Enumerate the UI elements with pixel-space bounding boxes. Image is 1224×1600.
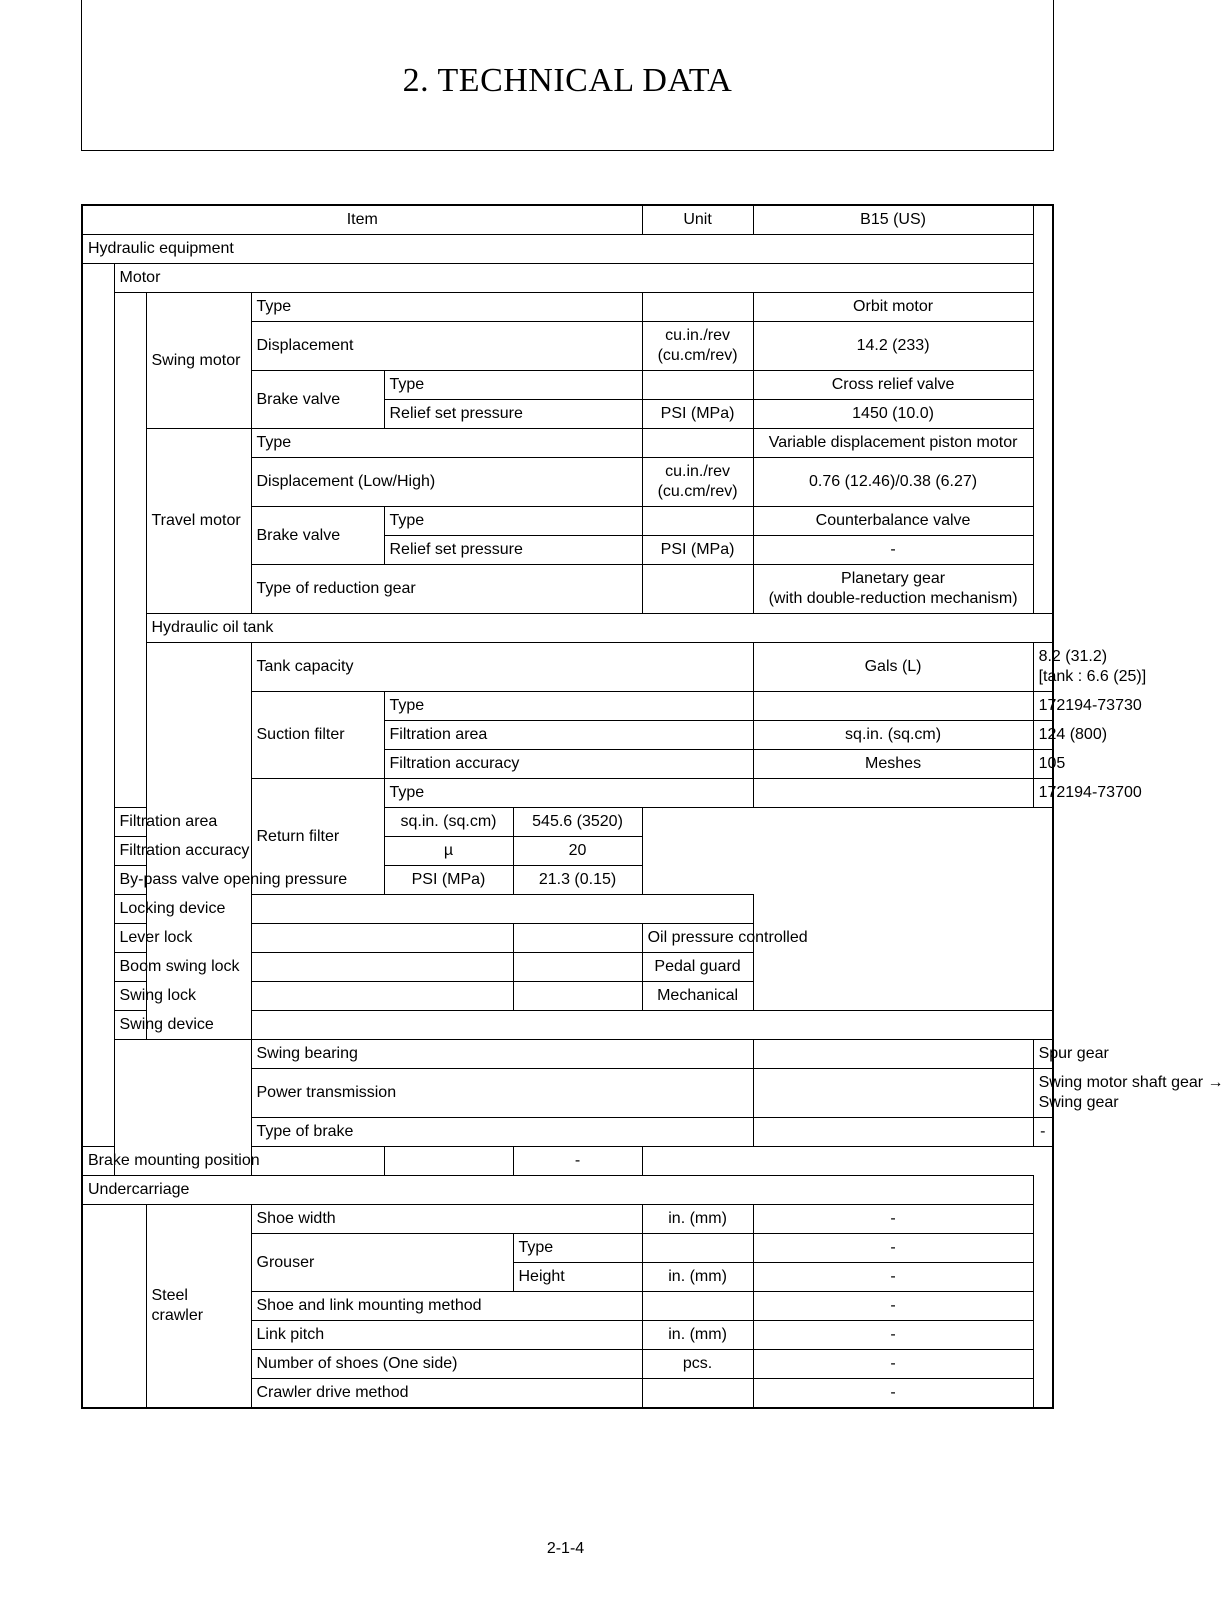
row-unit — [753, 1069, 1033, 1118]
section-hydraulic-equipment: Hydraulic equipment — [82, 235, 1033, 264]
row-label: Link pitch — [251, 1321, 642, 1350]
row-unit: PSI (MPa) — [642, 536, 753, 565]
row-label: Relief set pressure — [384, 536, 642, 565]
row-label: Type — [251, 293, 642, 322]
row-value: 21.3 (0.15) — [513, 866, 642, 895]
row-value: 0.76 (12.46)/0.38 (6.27) — [753, 458, 1033, 507]
subsection-oil-tank: Hydraulic oil tank — [146, 614, 1053, 643]
row-value: - — [753, 1292, 1033, 1321]
page-number: 2-1-4 — [546, 1540, 585, 1557]
table-row — [82, 953, 1053, 982]
row-label: Type of brake — [251, 1118, 753, 1147]
row-value: Pedal guard — [642, 953, 753, 982]
row-label: Relief set pressure — [384, 400, 642, 429]
row-label: Crawler drive method — [251, 1379, 642, 1409]
subsection-locking-device: Locking device — [114, 895, 753, 924]
row-label: Filtration area — [384, 721, 753, 750]
row-value: Variable displacement piston motor — [753, 429, 1033, 458]
row-label: Swing lock — [114, 982, 513, 1011]
table-row — [82, 982, 1053, 1011]
row-label: Filtration accuracy — [384, 750, 753, 779]
row-unit: in. (mm) — [642, 1205, 753, 1234]
row-value: 20 — [513, 837, 642, 866]
row-label: Shoe width — [251, 1205, 642, 1234]
header-model: B15 (US) — [753, 205, 1033, 235]
table-row — [82, 808, 1053, 837]
row-label: Type — [384, 692, 753, 721]
row-label: Type — [384, 507, 642, 536]
subsection-row — [82, 895, 1053, 924]
table-row — [82, 1040, 1053, 1069]
row-unit: sq.in. (sq.cm) — [753, 721, 1033, 750]
row-value: Mechanical — [642, 982, 753, 1011]
row-value: Counterbalance valve — [753, 507, 1033, 536]
row-value: 14.2 (233) — [753, 322, 1033, 371]
row-unit — [642, 293, 753, 322]
row-label: Lever lock — [114, 924, 513, 953]
group-brake-valve: Brake valve — [251, 507, 384, 565]
unit-line-2: (cu.cm/rev) — [657, 347, 738, 364]
row-unit — [384, 1147, 513, 1176]
table-row — [82, 1147, 1053, 1176]
row-unit: in. (mm) — [642, 1263, 753, 1292]
row-value — [753, 565, 1033, 614]
unit-line-2: (cu.cm/rev) — [657, 483, 738, 500]
indent-cell — [82, 1205, 146, 1409]
row-value: 545.6 (3520) — [513, 808, 642, 837]
group-label-line-2: crawler — [151, 1307, 204, 1324]
group-label-line-1: Steel — [151, 1287, 188, 1304]
row-value: - — [753, 1321, 1033, 1350]
subsection-row — [82, 614, 1053, 643]
row-label: By-pass valve opening pressure — [114, 866, 384, 895]
row-label: Displacement — [251, 322, 642, 371]
row-value: Orbit motor — [753, 293, 1033, 322]
table-header-row — [82, 205, 1053, 235]
row-label: Boom swing lock — [114, 953, 513, 982]
section-swing-device: Swing device — [114, 1011, 1053, 1040]
row-value: Cross relief valve — [753, 371, 1033, 400]
row-value: - — [753, 1350, 1033, 1379]
row-label: Filtration accuracy — [114, 837, 384, 866]
row-value — [1033, 643, 1147, 692]
row-unit — [642, 1234, 753, 1263]
row-value: 105 — [1033, 750, 1053, 779]
indent-cell — [114, 293, 146, 808]
row-label: Brake mounting position — [82, 1147, 384, 1176]
row-value: - — [753, 1379, 1033, 1409]
row-value: - — [753, 1234, 1033, 1263]
technical-data-table — [81, 204, 1224, 1409]
row-unit: Meshes — [753, 750, 1033, 779]
row-unit — [642, 429, 753, 458]
row-unit — [513, 924, 642, 953]
table-row — [82, 293, 1053, 322]
row-unit — [642, 371, 753, 400]
value-line-1: 8.2 (31.2) — [1038, 648, 1108, 665]
row-value: 124 (800) — [1033, 721, 1053, 750]
section-undercarriage: Undercarriage — [82, 1176, 1033, 1205]
row-unit — [753, 1040, 1033, 1069]
table-row — [82, 866, 1053, 895]
row-value: 172194-73700 — [1033, 779, 1053, 808]
row-value: - — [753, 1263, 1033, 1292]
group-steel-crawler — [146, 1205, 251, 1409]
row-unit: pcs. — [642, 1350, 753, 1379]
row-value: 1450 (10.0) — [753, 400, 1033, 429]
row-unit — [642, 507, 753, 536]
row-value: 172194-73730 — [1033, 692, 1053, 721]
row-label: Type of reduction gear — [251, 565, 642, 614]
row-value: Spur gear — [1033, 1040, 1053, 1069]
row-label: Type — [513, 1234, 642, 1263]
row-value: Oil pressure controlled — [642, 924, 753, 953]
table-row — [82, 837, 1053, 866]
row-label: Height — [513, 1263, 642, 1292]
table-row — [82, 1205, 1053, 1234]
table-row — [82, 924, 1053, 953]
row-value: - — [753, 536, 1033, 565]
row-unit — [513, 982, 642, 1011]
header-item: Item — [82, 205, 642, 235]
value-line-1: Swing motor shaft gear → — [1038, 1074, 1224, 1091]
header-box — [81, 0, 1054, 151]
section-row — [82, 235, 1053, 264]
row-unit: PSI (MPa) — [642, 400, 753, 429]
row-label: Type — [384, 371, 642, 400]
row-unit: Gals (L) — [753, 643, 1033, 692]
row-unit — [753, 1118, 1033, 1147]
row-value — [1033, 1069, 1224, 1118]
value-line-1: Planetary gear — [841, 570, 946, 587]
group-return-filter: Return filter — [251, 779, 384, 895]
value-line-2: Swing gear — [1038, 1094, 1119, 1111]
row-unit: PSI (MPa) — [384, 866, 513, 895]
row-value: - — [1033, 1118, 1053, 1147]
row-label: Swing bearing — [251, 1040, 753, 1069]
row-value: - — [753, 1205, 1033, 1234]
value-line-2: (with double-reduction mechanism) — [768, 590, 1018, 607]
indent-cell — [82, 264, 114, 1147]
row-label: Number of shoes (One side) — [251, 1350, 642, 1379]
group-grouser: Grouser — [251, 1234, 513, 1292]
row-label: Power transmission — [251, 1069, 753, 1118]
section-row — [82, 1176, 1053, 1205]
table-row — [82, 429, 1053, 458]
group-travel-motor: Travel motor — [146, 429, 251, 614]
group-suction-filter: Suction filter — [251, 692, 384, 779]
subsection-motor: Motor — [114, 264, 1033, 293]
subsection-row — [82, 264, 1053, 293]
row-label: Type — [251, 429, 642, 458]
row-unit: µ — [384, 837, 513, 866]
row-value: - — [513, 1147, 642, 1176]
table-row — [82, 643, 1053, 692]
row-label: Displacement (Low/High) — [251, 458, 642, 507]
row-label: Filtration area — [114, 808, 384, 837]
page-title: 2. TECHNICAL DATA — [402, 62, 733, 99]
row-unit — [513, 953, 642, 982]
row-unit — [642, 1379, 753, 1409]
header-unit: Unit — [642, 205, 753, 235]
row-unit — [753, 779, 1033, 808]
group-brake-valve: Brake valve — [251, 371, 384, 429]
unit-line-1: cu.in./rev — [665, 463, 731, 480]
unit-line-1: cu.in./rev — [665, 327, 731, 344]
row-unit — [642, 458, 753, 507]
row-unit — [642, 1292, 753, 1321]
row-label: Tank capacity — [251, 643, 753, 692]
row-unit — [642, 565, 753, 614]
section-row — [82, 1011, 1053, 1040]
row-unit — [753, 692, 1033, 721]
row-label: Shoe and link mounting method — [251, 1292, 642, 1321]
row-unit: in. (mm) — [642, 1321, 753, 1350]
value-line-2: [tank : 6.6 (25)] — [1038, 668, 1147, 685]
group-swing-motor: Swing motor — [146, 293, 251, 429]
row-unit: sq.in. (sq.cm) — [384, 808, 513, 837]
row-label: Type — [384, 779, 753, 808]
row-unit — [642, 322, 753, 371]
